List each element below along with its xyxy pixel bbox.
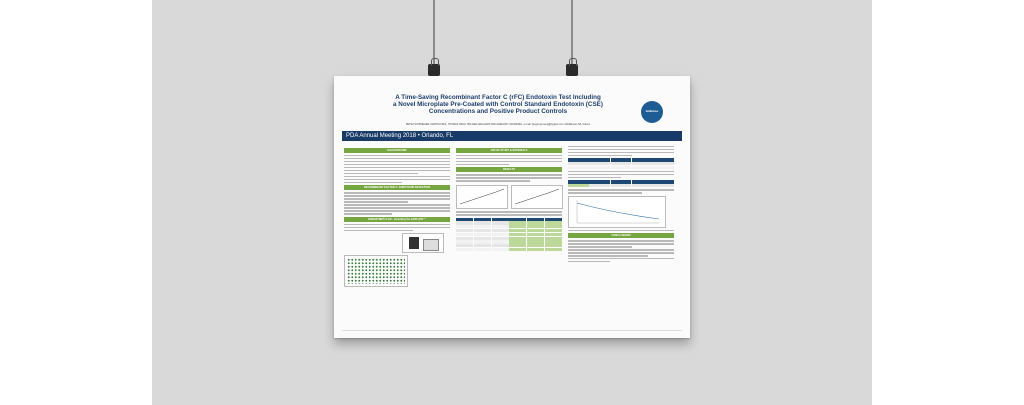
- hanging-wire-right: [571, 0, 573, 66]
- poster-column-middle: [456, 146, 562, 253]
- section-aim: AIM OF STUDY & MATERIALS: [456, 148, 562, 153]
- results-table: [456, 218, 562, 251]
- poster: [334, 76, 690, 338]
- poster-footer-line: [342, 330, 682, 331]
- poster-authors: PETRA SCHWIEGER, MARTIN KRÜL, THOMAS HALM, HOLGER GRALLERT AND GREGORY GRUNENIG • e-mail: gregor.grunenig@hyglos.com • BioMerieux SA, France: [405, 123, 591, 126]
- poster-title-line1: A Time-Saving Recombinant Factor C (rFC) Endotoxin Test Including: [395, 94, 601, 101]
- section-rfc: RECOMBINANT FACTOR C: ENDOTOXIN DETECTION: [344, 185, 450, 190]
- poster-title: [348, 94, 648, 115]
- stability-chart: [568, 196, 666, 228]
- poster-title-line2: a Novel Microplate Pre-Coated with Control Standard Endotoxin (CSE): [393, 101, 603, 108]
- poster-title-line3: Concentrations and Positive Product Controls: [428, 108, 568, 115]
- binder-clip-left: [428, 64, 440, 76]
- results-plot-1: [456, 185, 508, 209]
- binder-clip-right: [566, 64, 578, 76]
- conference-banner: PDA Annual Meeting 2018 • Orlando, FL: [342, 131, 682, 141]
- section-results: RESULTS: [456, 167, 562, 172]
- hanging-wire-left: [433, 0, 435, 66]
- summary-table-2: [568, 180, 674, 187]
- microplate-figure: [344, 255, 408, 287]
- results-plot-2: [511, 185, 563, 209]
- poster-column-left: [344, 146, 450, 289]
- section-conclusions: CONCLUSIONS: [568, 233, 674, 238]
- section-endozyme: ENDOZYME® II GO - Including the GOPLATE™: [344, 217, 450, 222]
- company-logo: bioMérieux: [641, 101, 663, 123]
- section-background: BACKGROUND: [344, 148, 450, 153]
- product-photo: [402, 233, 444, 253]
- summary-table-1: [568, 158, 674, 169]
- poster-column-right: [568, 146, 674, 264]
